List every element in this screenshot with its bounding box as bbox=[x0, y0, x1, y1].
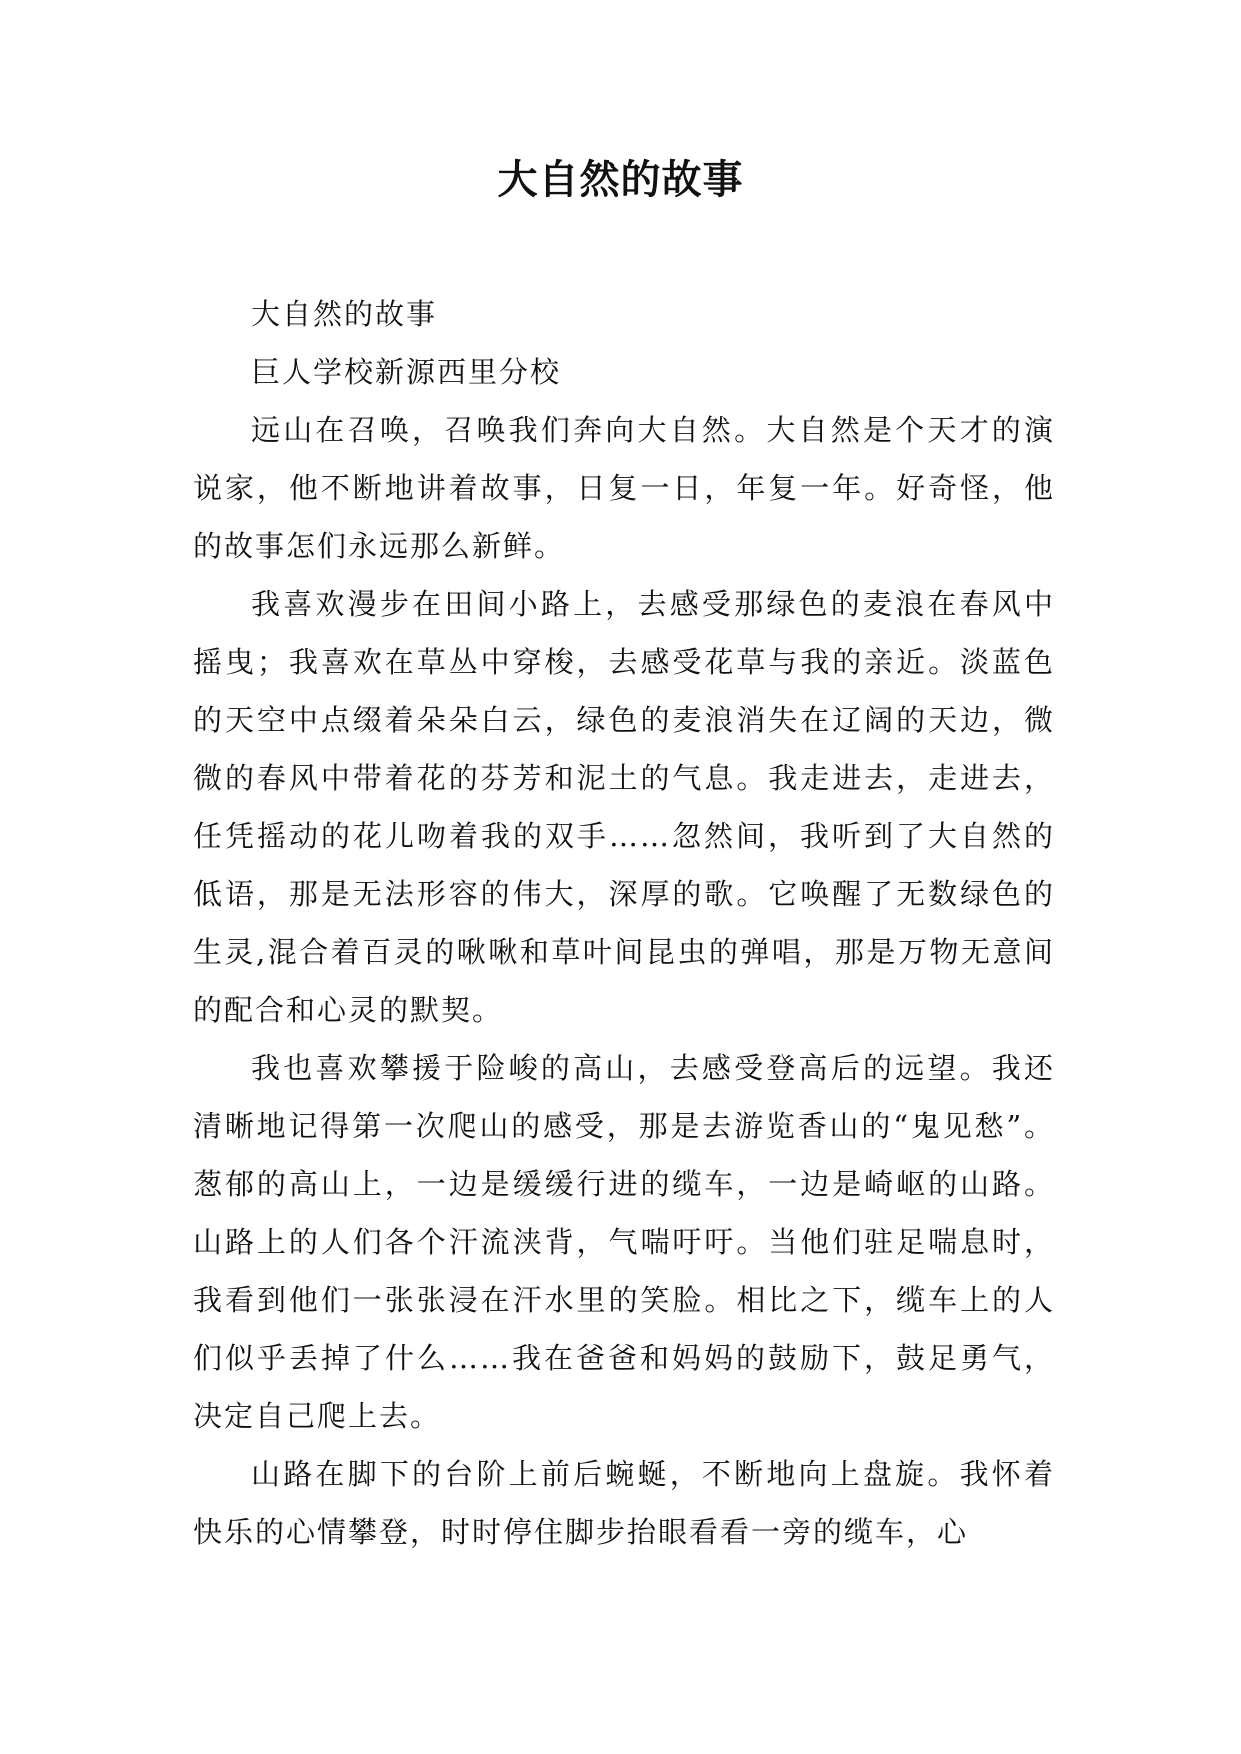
paragraph: 我也喜欢攀援于险峻的高山，去感受登高后的远望。我还清晰地记得第一次爬山的感受，那是去游览香山的“鬼见愁”。葱郁的高山上，一边是缓缓行进的缆车，一边是崎岖的山路。山路上的人们各个汗流浃背，气喘吁吁。当他们驻足喘息时，我看到他们一张张浸在汗水里的笑脸。相比之下，缆车上的人们似乎丢掉了什么……我在爸爸和妈妈的鼓励下，鼓足勇气，决定自己爬上去。 bbox=[193, 1051, 1055, 1433]
paragraph: 山路在脚下的台阶上前后蜿蜒，不断地向上盘旋。我怀着快乐的心情攀登，时时停住脚步抬眼看看一旁的缆车，心 bbox=[193, 1457, 1055, 1549]
paragraph-heading: 大自然的故事 bbox=[251, 297, 438, 331]
document-body bbox=[193, 285, 1055, 1561]
document-title: 大自然的故事 bbox=[497, 157, 744, 203]
paragraph: 远山在召唤，召唤我们奔向大自然。大自然是个天才的演说家，他不断地讲着故事，日复一日，年复一年。好奇怪，他的故事怎们永远那么新鲜。 bbox=[193, 413, 1055, 563]
paragraph-author: 巨人学校新源西里分校 bbox=[251, 355, 562, 389]
paragraph: 我喜欢漫步在田间小路上，去感受那绿色的麦浪在春风中摇曳；我喜欢在草丛中穿梭，去感受花草与我的亲近。淡蓝色的天空中点缀着朵朵白云，绿色的麦浪消失在辽阔的天边，微微的春风中带着花的芬芳和泥土的气息。我走进去，走进去，任凭摇动的花儿吻着我的双手……忽然间，我听到了大自然的低语，那是无法形容的伟大，深厚的歌。它唤醒了无数绿色的生灵,混合着百灵的啾啾和草叶间昆虫的弹唱，那是万物无意间的配合和心灵的默契。 bbox=[193, 587, 1055, 1027]
